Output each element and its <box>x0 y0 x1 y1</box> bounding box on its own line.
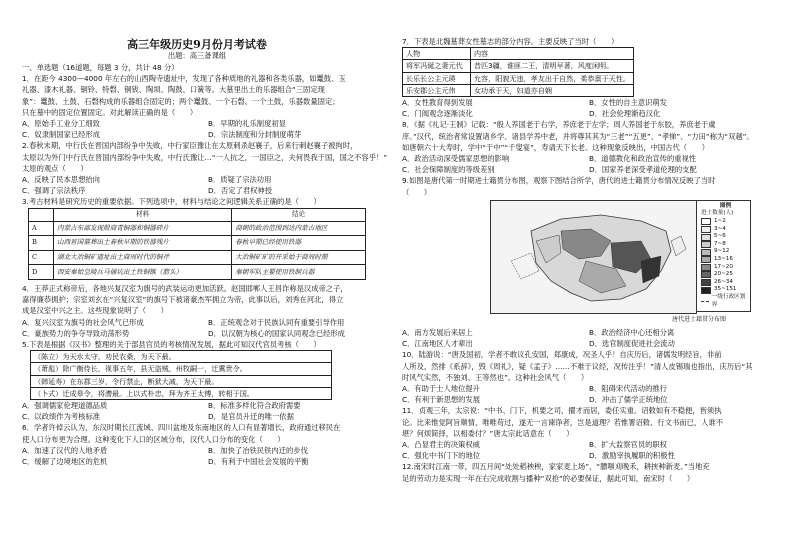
table-cell: 昔匹3疆，谁匪二王，清明早著，风度闲明。 <box>470 60 633 72</box>
option-d: D．激励宰执履职的积极性 <box>589 451 675 461</box>
question-1 <box>22 73 394 140</box>
question-line: 论。比来惟觉阿旨顺情，唯唯苟过，遂无一言谏诤者，岂是道理？若惟署诏敕、行文书而已，人谁不 <box>402 417 724 427</box>
table-header: 内容 <box>470 48 633 60</box>
question-line: 足的劳动力是实现一年在右完成收割与播种“双抢”的必要保证，据此可知，南宋时（ ） <box>402 473 695 483</box>
options <box>22 118 394 140</box>
option-b: B．道德教化和政治宣传的重视性 <box>589 154 697 164</box>
map-figure <box>490 200 776 314</box>
question-4 <box>22 283 394 339</box>
legend-item: 5~6 <box>701 233 750 241</box>
question-line: 只在墓中的固定位置固定。对此解读正确的是（ ） <box>22 107 198 117</box>
table-row <box>403 48 634 60</box>
option-d: D．有利于中国社会发展的平衡 <box>208 457 309 467</box>
option-c: C．有利于新思想的发展 <box>402 395 481 405</box>
table-header: 结论 <box>232 208 366 221</box>
table-cell: D <box>29 265 54 280</box>
page-subtitle: 出题：高三备课组 <box>167 51 227 60</box>
option-b: B．扩大监察官员的职权 <box>589 440 667 450</box>
table-cell: 内蒙古东部发现殷商青铜器和铜器碎片 <box>54 221 232 236</box>
table-cell: A <box>29 221 54 236</box>
left-column <box>22 62 394 467</box>
option-d: D．否定了君权神授 <box>208 186 272 196</box>
table-cell: C <box>29 250 54 265</box>
options <box>402 97 776 119</box>
table-cell: 大冶铜矿矿的开采始于商周时期 <box>232 250 366 265</box>
question-line: 10．陆游说：“唐及国初，学者不敢议孔安国，郑康成，况圣人乎！自庆历后，诸儒发明经旨，非前 <box>402 350 722 360</box>
option-d: D．冲击了儒学正统地位 <box>589 395 668 405</box>
options <box>402 383 776 405</box>
table-row <box>31 363 332 375</box>
legend-item: 26~34 <box>701 279 750 287</box>
options <box>402 153 776 175</box>
legend-item: 7~8 <box>701 241 750 249</box>
options <box>402 439 776 461</box>
option-a: A．加速了汉代的人地矛盾 <box>22 445 108 455</box>
question-line: 12.南宋时江南一带，四五月间“处处稻秧秧，家家麦上场”，“膘嗤刈晚禾，耕挟种新麦。”当地充 <box>402 462 710 472</box>
question-line: 5.下表是根据《汉书》整理的关于部县官员的考核情况发展，据此可知汉代官员考核（ ） <box>22 340 321 350</box>
option-b: B．加快了冶铁民铁内迁的步伐 <box>208 445 308 455</box>
question-line: 太原以为外门中行氏在晋国内部纷争中失败，中行氏豫让…“一人抗之，一国臣之，夫何畏我于国，国之不容乎！” <box>22 152 388 162</box>
option-b: B．质疑了宗法功用 <box>208 175 272 185</box>
legend-item: 3~4 <box>701 226 750 234</box>
table-row <box>403 72 634 84</box>
table-row <box>31 351 332 363</box>
table-cell: （卜式）迁成皋令，将漕最。上以式朴忠，拜为齐王太傅，转相于国。 <box>31 387 332 399</box>
option-c: C．社会保障制度的等级差别 <box>402 165 495 175</box>
table-header: 人物 <box>403 48 471 60</box>
legend-item: 20~25 <box>701 271 750 279</box>
option-d: D．选官制度促进社会流动 <box>589 339 675 349</box>
table-cell: 允容，阳貌无违，孝友出于自然，柔恭禀于天性。 <box>470 72 633 84</box>
question-line: 嘉得廉恭拥护；宗室刘玄在“兴复汉室”的旗号下被诸豪杰军拥立为帝，此事以后，刘秀在河北，得立 <box>22 295 344 305</box>
option-a: A．强调儒家伦理道德品质 <box>22 401 108 411</box>
option-c: C．江南地区人才辈出 <box>402 339 473 349</box>
option-b: B．女性的自主意识萌发 <box>589 98 667 108</box>
question-line: 礼器、漆木礼器、铜铃、特磬、铜钹、陶埙、陶鼓、口簧等。大墓里出土的乐器组合“三固定现 <box>22 85 325 95</box>
question-5 <box>22 339 394 422</box>
options <box>22 317 394 339</box>
table-header: 材料 <box>54 208 232 221</box>
option-b: B．早期的礼乐制度初显 <box>208 119 286 129</box>
option-b: B．政治经济中心还相分离 <box>589 328 675 338</box>
legend-item: 35~151 <box>701 286 750 294</box>
option-a: A．有助于士人地位提升 <box>402 384 480 394</box>
option-d: D．宗法制度和分封制度萌芽 <box>208 130 302 140</box>
options <box>22 400 394 422</box>
legend-item: 9~12 <box>701 248 750 256</box>
table-cell: 乐安郡公主元伟 <box>403 84 471 96</box>
epitaph-table <box>402 47 634 97</box>
question-line: 堪？何烦简择，以相委付？”唐太宗此话意在（ ） <box>402 428 574 438</box>
record-table <box>30 350 332 400</box>
question-8 <box>402 119 776 175</box>
china-map-shape <box>491 201 696 313</box>
option-d: D．以汉朝为核心的国家认同观念已经形成 <box>208 328 345 338</box>
table-row <box>29 250 366 265</box>
table-row <box>403 84 634 96</box>
question-line: 1．在距今 4300—4000 年左右的山西陶寺遗址中，发现了各种质地的礼器和各类乐器，如鼍鼓、玉 <box>22 74 346 84</box>
question-line: 太原的观点（ ） <box>22 163 88 173</box>
question-line: 9.如图是唐代第一时期进士籍贯分布图，观察下图结合所学，唐代的进士籍贯分布情况反映了当时 <box>402 176 716 186</box>
option-a: A．凸显君主的决策权威 <box>402 440 480 450</box>
jinshi-map <box>490 200 697 314</box>
question-line: 6．学者许倬云认为，东汉时期长江流域、四川盆地及东南地区的人口有显著增长，政府通过移民在 <box>22 423 341 433</box>
section-heading: 一、单选题（16道题，每题 3 分，共计 48 分） <box>22 63 179 72</box>
question-line: 庠。”汉代，统治者常设置诸乡学、诸县学养中老，并将尊其其为“三老”“五更”、“孝悌”、“力田”称为“双越”。 <box>402 131 754 141</box>
question-line: 时风气实然，不独刘、王等然也”。这种社会风气（ ） <box>402 372 589 382</box>
table-cell: 春秋早期已经使用铁器 <box>232 236 366 251</box>
question-11 <box>402 405 776 461</box>
table-row <box>29 236 366 251</box>
question-9 <box>402 175 776 349</box>
legend-item: 1~2 <box>701 218 750 226</box>
option-c: C．缓解了边境地区的危机 <box>22 457 108 467</box>
question-6 <box>22 422 394 467</box>
option-a: A．复兴汉室为旗号的社会风气已形成 <box>22 317 144 327</box>
option-d: D．社会伦理渐趋汉化 <box>589 109 661 119</box>
legend-title: 图例 <box>719 202 732 209</box>
question-line: 如唐朝六十大寿时，学中“于中”“千叟宴”，寿请天下长老。这种现象反映出，中国古代（ ） <box>402 142 709 152</box>
question-line: （ ） <box>402 187 432 197</box>
map-legend <box>697 200 751 312</box>
table-cell: 长乐长公主元瑛 <box>403 72 471 84</box>
option-b: B．阻碍宋代活动的推行 <box>589 384 667 394</box>
page-title: 高三年级历史9月份月考试卷 <box>127 38 267 51</box>
table-cell: 商朝的政治范围到达内蒙古地区 <box>232 221 366 236</box>
legend-item: 17~20 <box>701 264 750 272</box>
table-cell: 山西晋国墓葬出土春秋早期的铁器残片 <box>54 236 232 251</box>
option-c: C．奴隶制国家已经形成 <box>22 130 101 140</box>
option-c: C．门阀观念逐渐淡化 <box>402 109 473 119</box>
table-cell: （韩延寿）在东郡三岁，令行禁止，断狱大减，为天下最。 <box>31 375 332 387</box>
table-cell: 湖北大冶铜矿遗址出土商周时代的铜斧 <box>54 250 232 265</box>
evidence-table <box>28 208 366 280</box>
table-cell: 西安秦始皇陵兵马俑坑出土铁铜镞（箭头） <box>54 265 232 280</box>
table-cell: B <box>29 236 54 251</box>
question-line: 象”：鼍鼓、土鼓、石磬构成的乐器组合固定的；两个鼍鼓、一个石磬、一个土鼓，乐器数量固定； <box>22 96 340 106</box>
table-header <box>29 208 54 221</box>
question-line: 3.考古材料是研究历史的重要依据。下列选项中，材料与结论之间逻辑关系正确的是（ ） <box>22 197 321 207</box>
option-a: A．反映了民本思想抬向 <box>22 175 100 185</box>
question-3 <box>22 196 394 280</box>
options <box>402 327 776 349</box>
option-a: A．女性教育得到发展 <box>402 98 473 108</box>
table-row <box>29 221 366 236</box>
option-d: D．国家养老深受孝道伦理的支配 <box>589 165 697 175</box>
table-cell: （陈立）为天水太守，劝民农桑，为天下最。 <box>31 351 332 363</box>
option-c: C．豪族势力的争夺导致动荡形势 <box>22 328 130 338</box>
question-12 <box>402 461 776 483</box>
table-row <box>29 265 366 280</box>
table-cell: 女功承于天，妇道亦自娴 <box>470 84 633 96</box>
right-column <box>402 36 776 484</box>
option-a: A．南方发展后来居上 <box>402 328 473 338</box>
option-a: A．原始手工业分工细致 <box>22 119 100 129</box>
legend-item: 一级行政区划界 <box>701 294 750 309</box>
table-row <box>31 387 332 399</box>
question-line: 11．贞观三年，太宗说：“中书、门下，机要之司，擢才而居，委任实重。诏敕如有不稳便，皆须执 <box>402 406 722 416</box>
question-line: 使人口分布更为合理。这种变化下人口的区域分布，汉代人口分布的变化（ ） <box>22 434 285 444</box>
table-cell: 将军冯诞之妻元代 <box>403 60 471 72</box>
option-b: B．标准多样化符合政府需要 <box>208 401 301 411</box>
question-line: 人所及，然排《系辞》，毁《周礼》，疑《孟子》……不难于议经，况传注乎！”清人皮锡瑞也指出，庆历后“其 <box>402 361 753 371</box>
legend-item: 13~16 <box>701 256 750 264</box>
question-7 <box>402 36 776 119</box>
table-row <box>31 375 332 387</box>
question-2 <box>22 140 394 196</box>
question-line: 2.春秋末期，中行氏在晋国内部纷争中失败，中行家臣豫让在太原刺杀赵襄子，后来行刺赵襄子被拘时， <box>22 141 358 151</box>
option-c: C．强化中书门下的地位 <box>402 451 481 461</box>
question-10 <box>402 349 776 405</box>
option-c: C．强调了宗法秩序 <box>22 186 86 196</box>
legend-subtitle: 进士数量(人) <box>701 210 734 217</box>
option-d: D．是官员升迁的唯一依据 <box>208 412 294 422</box>
map-caption: 唐代进士籍贯分布图 <box>671 315 726 323</box>
options <box>22 174 394 196</box>
option-b: B．正统观念对于民族认同有重要引导作用 <box>208 317 345 327</box>
question-line: 7．下表是北魏墓葬女性墓志的部分内容。主要反映了当时（ ） <box>402 37 619 46</box>
table-cell: （萧彪）除广衡侍长，视事五年，县无盗贼，州牧嗣一，迁冀贵令。 <box>31 363 332 375</box>
option-a: A．政治活动深受儒家思想的影响 <box>402 154 510 164</box>
options <box>22 445 394 467</box>
question-line: 8．《据《礼记·王制》记载：“殷人养国老于右学，养庶老于左学；周人养国老于东胶，养庶老于虞 <box>402 120 716 130</box>
table-row <box>403 60 634 72</box>
option-c: C．以政绩作为考核标准 <box>22 412 101 422</box>
table-cell: 秦朝军队主要使用铁制兵器 <box>232 265 366 280</box>
question-line: 成是汉室中兴之主。这些现象说明了（ ） <box>22 306 168 316</box>
question-line: 4．王莽正式称帝后，各地兴复汉室为旗号的武装运动更加活跃。赵国邯郸人王昌诈称是汉成帝之子， <box>22 284 348 294</box>
